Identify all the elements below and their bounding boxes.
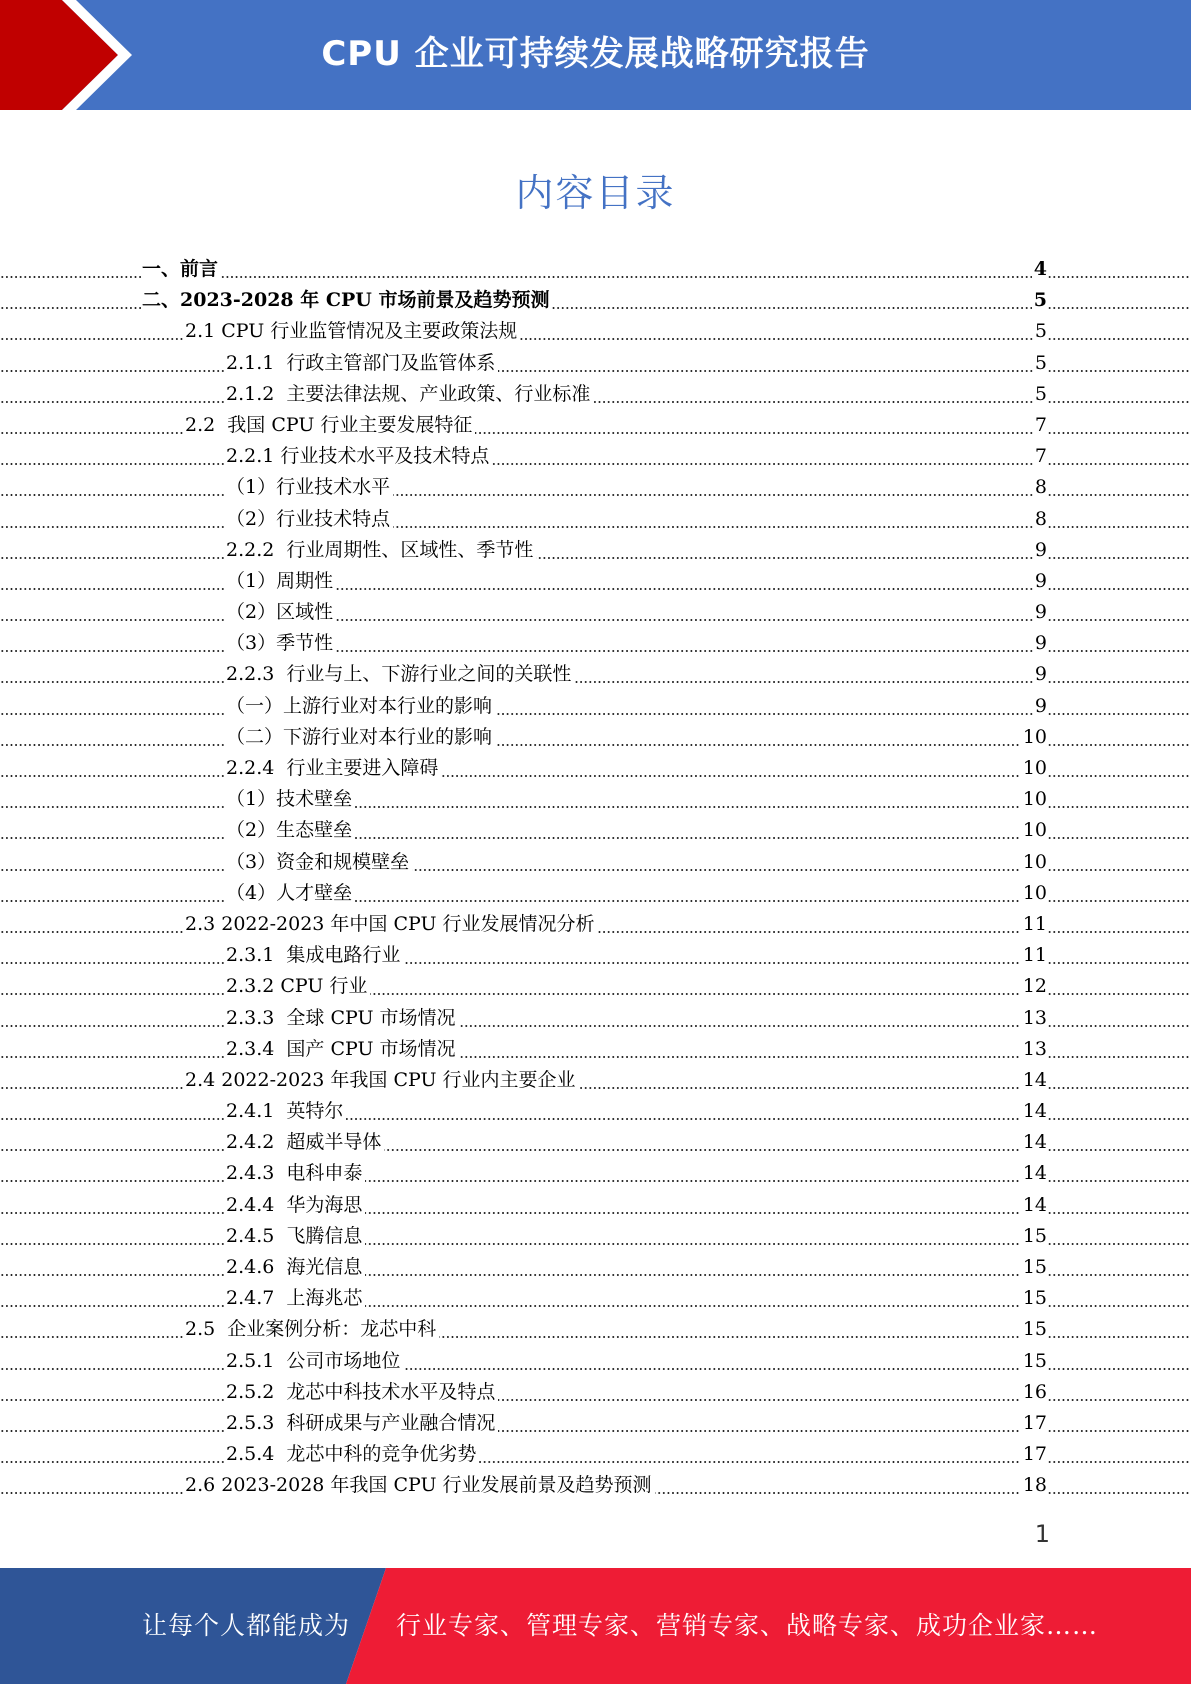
toc-entry[interactable]: [0, 784, 1191, 815]
toc-entry[interactable]: [0, 940, 1191, 971]
toc-entry-title: （1）周期性: [226, 566, 336, 597]
toc-entry-page: 15: [1021, 1221, 1047, 1252]
toc-entry-page: 5: [1033, 348, 1047, 379]
toc-entry-title: 2.2.4 行业主要进入障碍: [226, 753, 441, 784]
toc-entry[interactable]: [0, 753, 1191, 784]
toc-entry-page: 13: [1021, 1034, 1047, 1065]
toc-entry[interactable]: [0, 909, 1191, 940]
table-of-contents: [0, 254, 1191, 1502]
toc-entry-page: 7: [1033, 441, 1047, 472]
toc-entry-page: 18: [1021, 1470, 1047, 1501]
toc-entry-title: 2.5.2 龙芯中科技术水平及特点: [226, 1377, 498, 1408]
toc-entry-title: （1）技术壁垒: [226, 784, 355, 815]
toc-entry-page: 11: [1021, 909, 1047, 940]
toc-entry-title: 2.1.1 行政主管部门及监管体系: [226, 348, 498, 379]
toc-entry-page: 5: [1032, 285, 1047, 316]
toc-entry-page: 5: [1033, 316, 1047, 347]
toc-entry-title: 一、前言: [142, 254, 221, 285]
toc-entry-title: 2.5.4 龙芯中科的竞争优劣势: [226, 1439, 479, 1470]
footer-slogan-right: 行业专家、管理专家、营销专家、战略专家、成功企业家……: [396, 1611, 1099, 1640]
toc-entry[interactable]: [0, 659, 1191, 690]
toc-entry-page: 10: [1021, 722, 1047, 753]
toc-entry-page: 14: [1021, 1158, 1047, 1189]
toc-entry-title: 2.1.2 主要法律法规、产业政策、行业标准: [226, 379, 593, 410]
toc-entry-title: 2.4.6 海光信息: [226, 1252, 365, 1283]
toc-entry-page: 9: [1033, 659, 1047, 690]
toc-entry[interactable]: [0, 1283, 1191, 1314]
toc-entry[interactable]: [0, 1003, 1191, 1034]
toc-entry[interactable]: [0, 535, 1191, 566]
toc-entry-page: 10: [1021, 815, 1047, 846]
toc-entry-page: 14: [1021, 1190, 1047, 1221]
toc-entry-page: 9: [1033, 597, 1047, 628]
toc-entry[interactable]: [0, 1377, 1191, 1408]
toc-entry[interactable]: [0, 722, 1191, 753]
toc-title: 内容目录: [515, 171, 676, 215]
toc-entry[interactable]: [0, 1314, 1191, 1345]
toc-entry-page: 8: [1033, 472, 1047, 503]
toc-entry-title: 2.3.1 集成电路行业: [226, 940, 403, 971]
toc-entry-page: 16: [1021, 1377, 1047, 1408]
toc-entry-title: 2.4 2022-2023 年我国 CPU 行业内主要企业: [185, 1065, 579, 1096]
toc-entry-title: 2.2.3 行业与上、下游行业之间的关联性: [226, 659, 574, 690]
footer-band: [0, 1568, 1191, 1684]
toc-entry-title: 2.4.3 电科申泰: [226, 1158, 365, 1189]
toc-entry-title: 2.3.4 国产 CPU 市场情况: [226, 1034, 459, 1065]
toc-entry[interactable]: [0, 566, 1191, 597]
toc-entry-page: 5: [1033, 379, 1047, 410]
toc-entry-page: 14: [1021, 1096, 1047, 1127]
toc-entry-title: 2.5.1 公司市场地位: [226, 1346, 403, 1377]
toc-entry[interactable]: [0, 1158, 1191, 1189]
toc-entry-title: 2.6 2023-2028 年我国 CPU 行业发展前景及趋势预测: [185, 1470, 655, 1501]
toc-entry-title: 2.5.3 科研成果与产业融合情况: [226, 1408, 498, 1439]
toc-entry-page: 13: [1021, 1003, 1047, 1034]
toc-entry-title: （一）上游行业对本行业的影响: [226, 691, 495, 722]
toc-entry-page: 7: [1033, 410, 1047, 441]
toc-entry[interactable]: [0, 379, 1191, 410]
toc-entry[interactable]: [0, 348, 1191, 379]
toc-entry[interactable]: [0, 285, 1191, 316]
header-band: [0, 0, 1191, 110]
toc-entry-page: 8: [1033, 504, 1047, 535]
toc-entry-title: （2）区域性: [226, 597, 336, 628]
toc-entry-page: 10: [1021, 784, 1047, 815]
toc-entry-title: 2.2.2 行业周期性、区域性、季节性: [226, 535, 536, 566]
toc-entry-title: 2.4.2 超威半导体: [226, 1127, 384, 1158]
toc-entry-title: 2.3.2 CPU 行业: [226, 971, 370, 1002]
toc-entry[interactable]: [0, 1190, 1191, 1221]
toc-entry[interactable]: [0, 971, 1191, 1002]
toc-entry-page: 12: [1021, 971, 1047, 1002]
toc-entry[interactable]: [0, 1346, 1191, 1377]
toc-entry-title: （1）行业技术水平: [226, 472, 393, 503]
toc-entry-title: 二、2023-2028 年 CPU 市场前景及趋势预测: [142, 285, 552, 316]
toc-entry-page: 14: [1021, 1065, 1047, 1096]
toc-entry[interactable]: [0, 1096, 1191, 1127]
toc-entry-page: 10: [1021, 847, 1047, 878]
toc-entry-title: 2.4.7 上海兆芯: [226, 1283, 365, 1314]
toc-entry[interactable]: [0, 847, 1191, 878]
toc-entry[interactable]: [0, 410, 1191, 441]
toc-entry[interactable]: [0, 878, 1191, 909]
toc-entry-title: （3）季节性: [226, 628, 336, 659]
toc-entry[interactable]: [0, 1221, 1191, 1252]
toc-entry-title: （2）行业技术特点: [226, 504, 393, 535]
page-number: 1: [1034, 1520, 1050, 1548]
toc-entry-title: （二）下游行业对本行业的影响: [226, 722, 495, 753]
toc-entry-page: 15: [1021, 1283, 1047, 1314]
report-title: CPU 企业可持续发展战略研究报告: [321, 34, 870, 74]
toc-entry-page: 9: [1033, 628, 1047, 659]
toc-entry-title: 2.2.1 行业技术水平及技术特点: [226, 441, 492, 472]
toc-entry-page: 15: [1021, 1346, 1047, 1377]
toc-entry-page: 17: [1021, 1439, 1047, 1470]
toc-entry-page: 9: [1033, 566, 1047, 597]
toc-entry-title: 2.3 2022-2023 年中国 CPU 行业发展情况分析: [185, 909, 598, 940]
toc-entry-title: 2.3.3 全球 CPU 市场情况: [226, 1003, 459, 1034]
toc-entry-page: 15: [1021, 1252, 1047, 1283]
toc-entry[interactable]: [0, 441, 1191, 472]
toc-entry-page: 9: [1033, 535, 1047, 566]
toc-entry-title: 2.5 企业案例分析：龙芯中科: [185, 1314, 439, 1345]
toc-entry-page: 4: [1032, 254, 1047, 285]
toc-entry-page: 10: [1021, 878, 1047, 909]
footer-slogan-left: 让每个人都能成为: [142, 1611, 351, 1640]
toc-entry[interactable]: [0, 504, 1191, 535]
toc-entry[interactable]: [0, 691, 1191, 722]
toc-entry-title: 2.1 CPU 行业监管情况及主要政策法规: [185, 316, 520, 347]
toc-entry[interactable]: [0, 1470, 1191, 1501]
toc-entry[interactable]: [0, 628, 1191, 659]
toc-entry-page: 15: [1021, 1314, 1047, 1345]
toc-entry[interactable]: [0, 316, 1191, 347]
toc-entry-title: 2.2 我国 CPU 行业主要发展特征: [185, 410, 475, 441]
toc-entry[interactable]: [0, 1127, 1191, 1158]
toc-entry-page: 9: [1033, 691, 1047, 722]
toc-entry[interactable]: [0, 1439, 1191, 1470]
toc-entry-page: 10: [1021, 753, 1047, 784]
toc-entry-title: （3）资金和规模壁垒: [226, 847, 412, 878]
toc-entry-title: 2.4.1 英特尔: [226, 1096, 346, 1127]
toc-entry-page: 17: [1021, 1408, 1047, 1439]
toc-entry-title: （2）生态壁垒: [226, 815, 355, 846]
toc-entry-title: 2.4.4 华为海思: [226, 1190, 365, 1221]
toc-entry[interactable]: [0, 254, 1191, 285]
toc-entry-title: 2.4.5 飞腾信息: [226, 1221, 365, 1252]
toc-entry[interactable]: [0, 472, 1191, 503]
toc-entry[interactable]: [0, 597, 1191, 628]
toc-entry-title: （4）人才壁垒: [226, 878, 355, 909]
toc-entry[interactable]: [0, 815, 1191, 846]
toc-entry[interactable]: [0, 1065, 1191, 1096]
toc-entry-page: 11: [1021, 940, 1047, 971]
toc-entry-page: 14: [1021, 1127, 1047, 1158]
toc-entry[interactable]: [0, 1408, 1191, 1439]
toc-entry[interactable]: [0, 1252, 1191, 1283]
toc-entry[interactable]: [0, 1034, 1191, 1065]
